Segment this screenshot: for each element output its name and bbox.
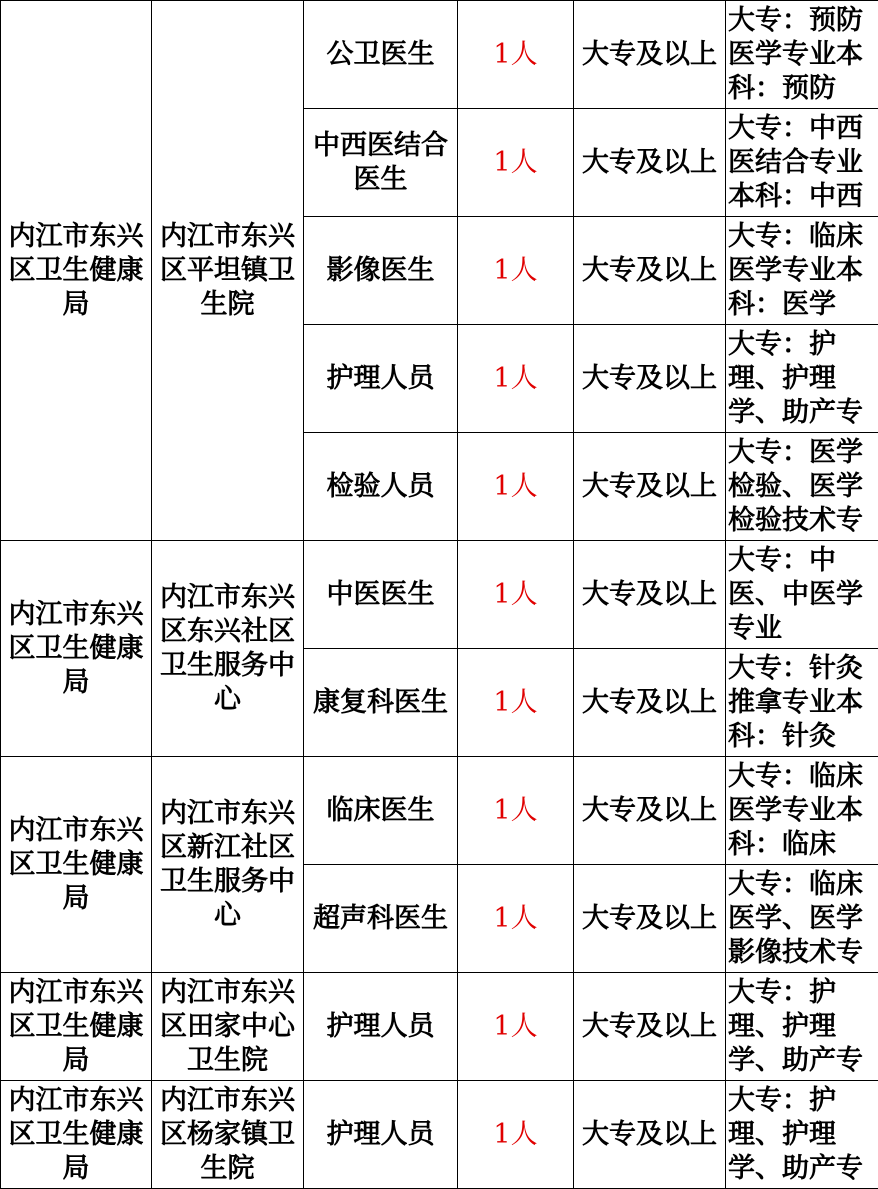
unit-cell: 内江市东兴区东兴社区卫生服务中心 bbox=[152, 541, 304, 757]
requirement-cell bbox=[726, 649, 878, 757]
requirement-text: 大专：临床医学专业本科：临床 bbox=[728, 760, 863, 860]
post-cell: 超声科医生 bbox=[304, 865, 458, 973]
dept-cell: 内江市东兴区卫生健康局 bbox=[1, 541, 152, 757]
requirement-cell bbox=[726, 541, 878, 649]
post-cell: 护理人员 bbox=[304, 973, 458, 1081]
education-cell: 大专及以上 bbox=[574, 325, 726, 433]
requirement-text: 大专：中医、中医学专业 bbox=[728, 544, 863, 644]
requirement-text: 大专：预防医学专业本科：预防 bbox=[728, 4, 863, 104]
education-cell: 大专及以上 bbox=[574, 973, 726, 1081]
table-row bbox=[1, 1081, 878, 1189]
count-cell: 1人 bbox=[458, 757, 574, 865]
dept-cell: 内江市东兴区卫生健康局 bbox=[1, 973, 152, 1081]
education-cell: 大专及以上 bbox=[574, 541, 726, 649]
unit-cell: 内江市东兴区新江社区卫生服务中心 bbox=[152, 757, 304, 973]
requirement-cell bbox=[726, 433, 878, 541]
post-cell: 中医医生 bbox=[304, 541, 458, 649]
requirement-cell bbox=[726, 973, 878, 1081]
education-cell: 大专及以上 bbox=[574, 757, 726, 865]
requirement-text: 大专：护理、护理学、助产专 bbox=[728, 1084, 863, 1184]
table-row bbox=[1, 541, 878, 649]
education-cell: 大专及以上 bbox=[574, 217, 726, 325]
count-cell: 1人 bbox=[458, 325, 574, 433]
education-cell: 大专及以上 bbox=[574, 1081, 726, 1189]
count-cell: 1人 bbox=[458, 865, 574, 973]
requirement-text: 大专：针灸推拿专业本科：针灸 bbox=[728, 652, 863, 752]
requirement-cell bbox=[726, 865, 878, 973]
unit-cell: 内江市东兴区平坦镇卫生院 bbox=[152, 1, 304, 541]
post-cell: 护理人员 bbox=[304, 325, 458, 433]
table-row bbox=[1, 757, 878, 865]
count-cell: 1人 bbox=[458, 109, 574, 217]
table-row bbox=[1, 973, 878, 1081]
education-cell: 大专及以上 bbox=[574, 865, 726, 973]
requirement-text: 大专：护理、护理学、助产专 bbox=[728, 976, 863, 1076]
education-cell: 大专及以上 bbox=[574, 109, 726, 217]
requirement-cell bbox=[726, 109, 878, 217]
education-cell: 大专及以上 bbox=[574, 433, 726, 541]
requirement-cell bbox=[726, 1081, 878, 1189]
requirement-text: 大专：医学检验、医学检验技术专 bbox=[728, 436, 863, 536]
post-cell: 影像医生 bbox=[304, 217, 458, 325]
count-cell: 1人 bbox=[458, 973, 574, 1081]
post-cell: 中西医结合医生 bbox=[304, 109, 458, 217]
post-cell: 康复科医生 bbox=[304, 649, 458, 757]
dept-cell: 内江市东兴区卫生健康局 bbox=[1, 757, 152, 973]
count-cell: 1人 bbox=[458, 217, 574, 325]
requirement-text: 大专：临床医学专业本科：医学 bbox=[728, 220, 863, 320]
requirement-cell bbox=[726, 1, 878, 109]
post-cell: 临床医生 bbox=[304, 757, 458, 865]
count-cell: 1人 bbox=[458, 649, 574, 757]
requirement-text: 大专：护理、护理学、助产专 bbox=[728, 328, 863, 428]
post-cell: 护理人员 bbox=[304, 1081, 458, 1189]
table-row bbox=[1, 1, 878, 109]
requirement-cell bbox=[726, 757, 878, 865]
dept-cell: 内江市东兴区卫生健康局 bbox=[1, 1, 152, 541]
requirement-cell bbox=[726, 325, 878, 433]
post-cell: 公卫医生 bbox=[304, 1, 458, 109]
count-cell: 1人 bbox=[458, 433, 574, 541]
requirement-text: 大专：临床医学、医学影像技术专 bbox=[728, 868, 863, 968]
count-cell: 1人 bbox=[458, 1, 574, 109]
requirement-text: 大专：中西医结合专业本科：中西 bbox=[728, 112, 863, 212]
unit-cell: 内江市东兴区田家中心卫生院 bbox=[152, 973, 304, 1081]
dept-cell: 内江市东兴区卫生健康局 bbox=[1, 1081, 152, 1189]
unit-cell: 内江市东兴区杨家镇卫生院 bbox=[152, 1081, 304, 1189]
count-cell: 1人 bbox=[458, 1081, 574, 1189]
count-cell: 1人 bbox=[458, 541, 574, 649]
post-cell: 检验人员 bbox=[304, 433, 458, 541]
requirement-cell bbox=[726, 217, 878, 325]
education-cell: 大专及以上 bbox=[574, 649, 726, 757]
education-cell: 大专及以上 bbox=[574, 1, 726, 109]
